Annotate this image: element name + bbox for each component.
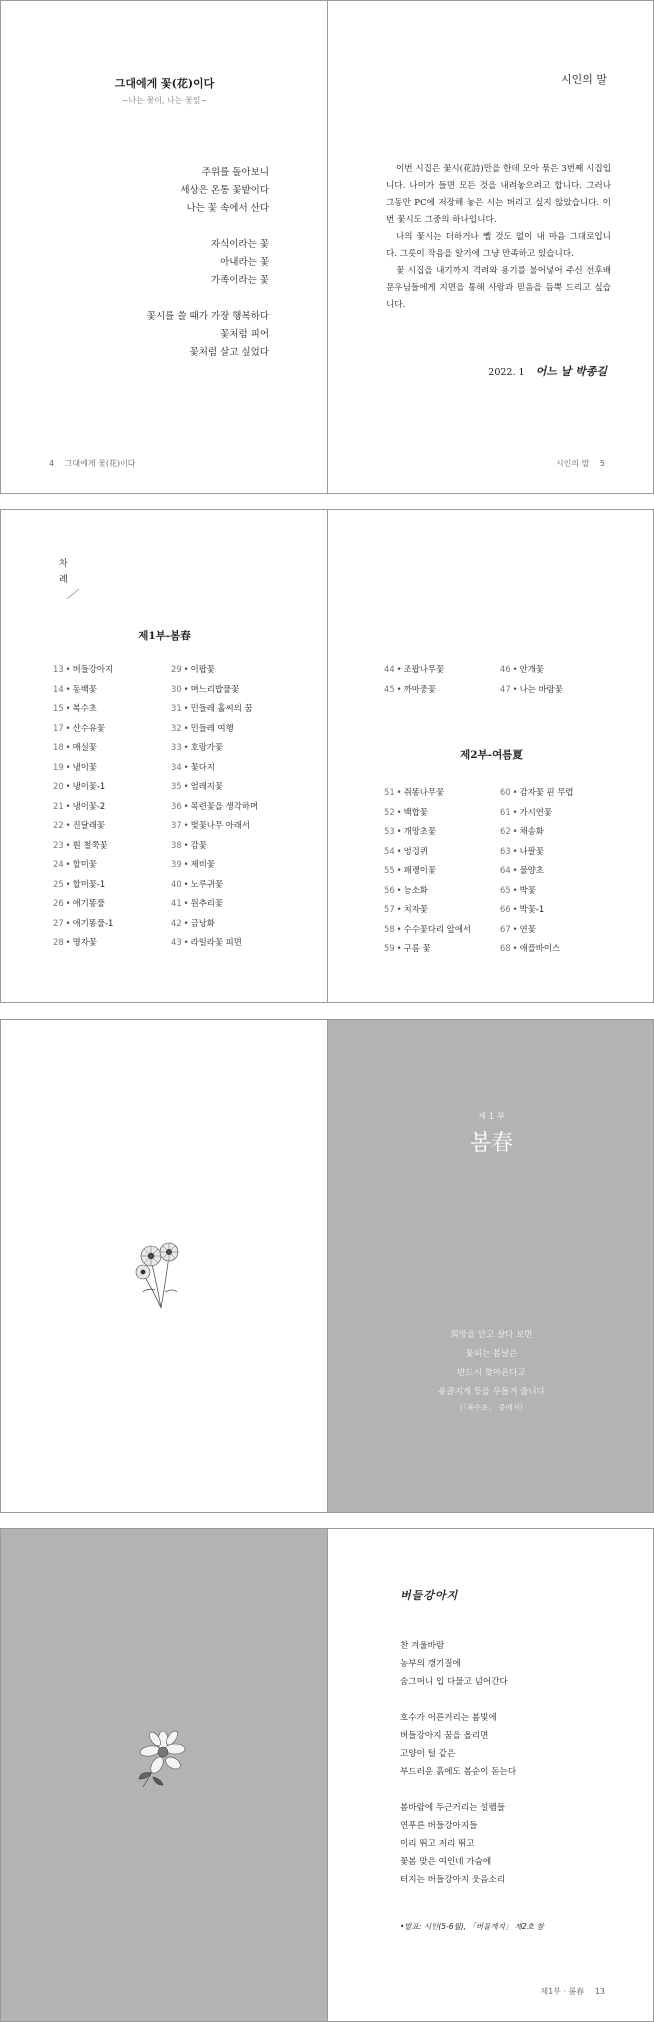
toc-page-number: 19 — [53, 761, 64, 772]
single-flower-icon — [133, 1727, 193, 1791]
toc-entry — [171, 933, 258, 953]
author-signature: 어느 날 박종길 — [535, 365, 607, 378]
toc-entry-title: 감꽃 — [190, 839, 207, 850]
spread-3 — [0, 1019, 654, 1513]
poem-title: 버들강아지 — [400, 1589, 459, 1602]
toc-entry-title: 며느리밥풀꽃 — [190, 683, 240, 694]
toc-separator: • — [183, 761, 189, 772]
poem-page-13 — [327, 1529, 653, 2021]
page-4 — [1, 1, 327, 493]
toc-page-number: 57 — [384, 904, 395, 914]
toc-separator: • — [396, 664, 402, 674]
poem-line: 꽃봄 맞은 여인네 가슴에 — [400, 1857, 492, 1867]
page-folio — [556, 458, 605, 469]
toc-entry-title: 연꽃 — [519, 923, 536, 934]
toc-separator: • — [512, 904, 518, 914]
toc-separator: • — [65, 781, 71, 791]
running-head: 제1부 · 봄春 — [540, 1987, 585, 1996]
toc-entry-title: 제비꽃 — [190, 859, 215, 869]
toc-entry — [53, 777, 113, 797]
illustration-page — [1, 1529, 327, 2021]
heading-slash — [65, 587, 81, 601]
toc-entry — [53, 914, 113, 934]
toc-separator: • — [183, 664, 189, 674]
toc-separator: • — [183, 683, 189, 694]
toc-page-number: 56 — [384, 884, 395, 895]
page-5 — [327, 1, 653, 493]
toc-entry-title: 애기똥풀 — [72, 898, 105, 908]
toc-page-number: 59 — [384, 943, 395, 953]
toc-page-number: 47 — [500, 683, 511, 694]
toc-column — [500, 783, 574, 959]
toc-entry — [53, 875, 113, 895]
toc-entry-title: 나는 바람꽃 — [519, 683, 563, 694]
toc-entry — [384, 939, 471, 959]
poem-line: 버들강아지 꿈을 올리면 — [400, 1731, 489, 1741]
toc-entry-title: 채송화 — [519, 826, 544, 836]
toc-page-number: 28 — [53, 937, 64, 947]
page-number: 5 — [599, 459, 605, 468]
toc-separator: • — [65, 937, 71, 947]
poem-line: 고양이 털 같은 — [400, 1749, 456, 1759]
toc-entry — [53, 797, 113, 817]
poem-line: 가족이라는 꽃 — [210, 275, 269, 286]
toc-page-number: 34 — [171, 761, 182, 772]
toc-page-number: 20 — [53, 781, 64, 791]
toc-entry — [500, 660, 563, 680]
toc-separator: • — [396, 923, 402, 934]
toc-separator: • — [512, 787, 518, 797]
page-folio — [49, 458, 136, 469]
toc-column — [53, 660, 113, 953]
toc-heading-char: 차 — [59, 559, 68, 569]
toc-entry-title: 안개꽃 — [519, 664, 544, 674]
toc-page-number: 37 — [171, 820, 182, 830]
toc-entry — [171, 816, 258, 836]
toc-entry — [500, 822, 574, 842]
toc-entry-title: 물양초 — [519, 865, 544, 875]
toc-page-number: 67 — [500, 923, 511, 934]
toc-page-number: 17 — [53, 722, 64, 733]
toc-entry-title: 개망초꽃 — [403, 826, 436, 836]
toc-entry — [384, 881, 471, 901]
toc-separator: • — [65, 761, 71, 772]
toc-separator: • — [65, 703, 71, 713]
toc-page-number: 62 — [500, 826, 511, 836]
chapter-opener-page — [327, 1020, 653, 1512]
toc-column — [384, 660, 444, 699]
toc-entry-title: 목련꽃을 생각하며 — [190, 800, 259, 811]
toc-entry-title: 이팝꽃 — [190, 664, 215, 674]
toc-entry-title: 호랑가꽃 — [190, 742, 223, 752]
toc-separator: • — [65, 820, 71, 830]
poem-line: 주위를 돌아보니 — [201, 167, 269, 178]
poem-line: 이리 뛰고 저리 뛰고 — [400, 1839, 475, 1849]
toc-separator: • — [183, 917, 189, 928]
book-subtitle: ~나는 꽃이, 나는 꽃잎~ — [121, 96, 208, 105]
toc-page-number: 41 — [171, 898, 182, 908]
toc-separator: • — [65, 722, 71, 733]
toc-page-number: 53 — [384, 826, 395, 836]
toc-entry — [53, 855, 113, 875]
toc-entry-title: 민들레 여행 — [190, 722, 234, 733]
toc-page-number: 23 — [53, 839, 64, 850]
toc-entry — [171, 894, 258, 914]
toc-entry-title: 동백꽃 — [72, 683, 97, 694]
toc-page-number: 45 — [384, 683, 395, 694]
toc-entry-title: 능소화 — [403, 884, 428, 895]
epigraph-source: (「복수초」 중에서) — [460, 1403, 523, 1412]
toc-entry-title: 냉이꽃 — [72, 761, 97, 772]
toc-page-number: 52 — [384, 806, 395, 817]
toc-separator: • — [512, 923, 518, 934]
toc-entry-title: 라일라꽃 피면 — [190, 937, 242, 947]
toc-entry — [171, 797, 258, 817]
toc-entry-title: 까마중꽃 — [403, 683, 436, 694]
toc-page-left — [1, 510, 327, 1002]
toc-entry-title: 수수꽃다리 앞에서 — [403, 923, 472, 934]
toc-entry-title: 패랭이꽃 — [403, 865, 436, 875]
toc-separator: • — [396, 787, 402, 797]
toc-entry-title: 치자꽃 — [403, 904, 428, 914]
part1-title: 제1부-봄春 — [138, 630, 191, 642]
toc-separator: • — [65, 742, 71, 752]
toc-heading-char: 례 — [59, 575, 68, 585]
toc-entry-title: 할미꽃 — [72, 859, 97, 869]
toc-page-number: 43 — [171, 937, 182, 947]
toc-separator: • — [183, 859, 189, 869]
toc-entry — [384, 660, 444, 680]
toc-page-number: 36 — [171, 800, 182, 811]
toc-page-number: 40 — [171, 878, 182, 889]
toc-entry — [171, 738, 258, 758]
poem-line: 자식이라는 꽃 — [210, 239, 269, 250]
toc-entry — [53, 699, 113, 719]
toc-page-number: 54 — [384, 845, 395, 856]
epigraph-line: 용골지게 등을 두들겨 줍니다 — [438, 1387, 545, 1397]
toc-separator: • — [65, 800, 71, 811]
toc-separator: • — [512, 806, 518, 817]
toc-entry — [384, 783, 471, 803]
toc-entry — [384, 822, 471, 842]
toc-entry-title: 박꽃-1 — [519, 904, 545, 914]
toc-entry-title: 할미꽃-1 — [72, 878, 106, 889]
running-head: 그대에게 꽃(花)이다 — [64, 459, 136, 468]
toc-page-number: 39 — [171, 859, 182, 869]
toc-entry — [171, 758, 258, 778]
poem-line: 꽃처럼 피어 — [220, 329, 269, 340]
preface-paragraph: 꽃 시집을 내기까지 격려와 용기를 불어넣어 주신 선후배 문우님들에게 지면을 통해 사랑과 믿음을 듬뿍 드리고 싶습니다. — [386, 266, 611, 310]
toc-entry-title: 조팝나무꽃 — [403, 664, 445, 674]
toc-entry — [53, 933, 113, 953]
toc-entry — [171, 680, 258, 700]
toc-separator: • — [396, 826, 402, 836]
toc-entry — [500, 920, 574, 940]
toc-entry — [384, 842, 471, 862]
toc-separator: • — [396, 865, 402, 875]
toc-entry-title: 진달래꽃 — [72, 820, 105, 830]
toc-entry — [171, 855, 258, 875]
toc-entry-title: 엉겅퀴 — [403, 845, 428, 856]
toc-entry — [53, 660, 113, 680]
chapter-number: 제 1 부 — [477, 1112, 506, 1122]
toc-page-number: 55 — [384, 865, 395, 875]
toc-page-number: 63 — [500, 845, 511, 856]
page-folio — [540, 1986, 605, 1997]
spread-2 — [0, 509, 654, 1003]
toc-page-number: 21 — [53, 800, 64, 811]
toc-page-number: 35 — [171, 781, 182, 791]
toc-separator: • — [65, 683, 71, 694]
poem-line: 아내라는 꽃 — [220, 257, 269, 268]
toc-separator: • — [396, 884, 402, 895]
toc-entry — [500, 939, 574, 959]
toc-entry — [53, 894, 113, 914]
toc-entry — [500, 881, 574, 901]
blank-illustration-page — [1, 1020, 327, 1512]
toc-entry-title: 휜 철쭉꽃 — [72, 839, 108, 850]
toc-entry — [500, 861, 574, 881]
toc-page-number: 66 — [500, 904, 511, 914]
poem-line: 연푸른 버들강아지들 — [400, 1821, 478, 1831]
toc-entry-title: 냉이꽃-2 — [72, 800, 106, 811]
toc-column — [171, 660, 258, 953]
toc-entry — [171, 719, 258, 739]
preface-paragraph: 이번 시집은 꽃시(花詩)만을 한데 모아 묶은 3번째 시집입니다. 나이가 들면 모든 것을 내려놓으려고 합니다. 그러나 그동안 PC에 저장해 놓은 시는 버리고 싶지 않았습니다. 이번 꽃시도 그중의 하나입니다. — [386, 164, 611, 225]
toc-separator: • — [183, 781, 189, 791]
poem-line: 봄바람에 두근거리는 설렘들 — [400, 1803, 506, 1813]
toc-entry-title: 꽃다지 — [190, 761, 215, 772]
toc-entry-title: 산수유꽃 — [72, 722, 105, 733]
toc-separator: • — [183, 878, 189, 889]
preface-paragraph: 나의 꽃시는 더하거나 뺄 것도 없이 내 마음 그대로입니다. 그릇이 작음을 알기에 그냥 만족하고 있습니다. — [386, 232, 611, 259]
poem-line: 농부의 갱기질에 — [400, 1659, 461, 1669]
toc-page-number: 18 — [53, 742, 64, 752]
toc-entry — [53, 680, 113, 700]
poem-line: 꽃시를 쓸 때가 가장 행복하다 — [146, 311, 269, 322]
toc-entry-title: 엄레지꽃 — [190, 781, 223, 791]
chapter-epigraph — [328, 1326, 654, 1413]
toc-entry — [53, 719, 113, 739]
toc-separator: • — [183, 820, 189, 830]
toc-entry — [53, 738, 113, 758]
poem-body — [400, 1637, 630, 1889]
toc-page-number: 22 — [53, 820, 64, 830]
poem-line: 부드러운 흙에도 봄순이 돋는다 — [400, 1767, 517, 1777]
toc-entry-title: 버들강아지 — [72, 664, 114, 674]
toc-entry — [53, 758, 113, 778]
preface-body — [386, 161, 611, 314]
toc-entry-title: 복수초 — [72, 703, 97, 713]
toc-separator: • — [512, 664, 518, 674]
toc-entry — [500, 783, 574, 803]
toc-entry-title: 애플바이스 — [519, 943, 561, 953]
toc-entry-title: 원추리꽃 — [190, 898, 223, 908]
toc-separator: • — [65, 859, 71, 869]
toc-entry — [171, 699, 258, 719]
toc-separator: • — [183, 800, 189, 811]
toc-entry-title: 벚꽃나무 아래서 — [190, 820, 250, 830]
toc-page-number: 29 — [171, 664, 182, 674]
poem-line: 세상은 온통 꽃밭이다 — [180, 185, 269, 196]
spread-4 — [0, 1528, 654, 2022]
toc-separator: • — [65, 664, 71, 674]
toc-column — [384, 783, 471, 959]
toc-page-number: 58 — [384, 923, 395, 934]
toc-page-number: 46 — [500, 664, 511, 674]
toc-entry — [384, 680, 444, 700]
spread-1 — [0, 0, 654, 494]
toc-page-number: 44 — [384, 664, 395, 674]
toc-separator: • — [183, 742, 189, 752]
part2-title: 제2부-여름夏 — [460, 749, 523, 761]
toc-entry — [500, 680, 563, 700]
page-number: 4 — [49, 459, 55, 468]
toc-separator: • — [65, 839, 71, 850]
toc-page-number: 26 — [53, 898, 64, 908]
toc-entry-title: 구름 꽃 — [403, 943, 431, 953]
toc-separator: • — [396, 943, 402, 953]
toc-page-number: 30 — [171, 683, 182, 694]
toc-page-number: 64 — [500, 865, 511, 875]
epigraph-line: 희망을 안고 살다 보면 — [450, 1330, 533, 1340]
toc-page-number: 65 — [500, 884, 511, 895]
toc-entry-title: 노루귀꽃 — [190, 878, 223, 889]
poem-line: 꽃처럼 살고 싶었다 — [189, 347, 269, 358]
preface-date: 2022. 1 — [488, 367, 525, 378]
toc-separator: • — [512, 683, 518, 694]
toc-entry — [53, 816, 113, 836]
toc-separator: • — [396, 683, 402, 694]
toc-entry — [500, 803, 574, 823]
toc-page-number: 14 — [53, 683, 64, 694]
toc-entry — [384, 861, 471, 881]
preface-title: 시인의 말 — [560, 73, 607, 86]
toc-entry — [171, 836, 258, 856]
signature-block — [488, 363, 607, 379]
poem-line: 숨그머니 입 다물고 넘어간다 — [400, 1677, 508, 1687]
toc-page-number: 38 — [171, 839, 182, 850]
toc-separator: • — [512, 845, 518, 856]
toc-separator: • — [183, 839, 189, 850]
toc-entry — [500, 900, 574, 920]
toc-entry — [384, 803, 471, 823]
toc-page-number: 24 — [53, 859, 64, 869]
book-title: 그대에게 꽃(花)이다 — [114, 77, 215, 90]
toc-separator: • — [183, 937, 189, 947]
running-head: 시인의 말 — [555, 459, 590, 468]
poem-line: 나는 꽃 속에서 산다 — [186, 203, 269, 214]
poem-line: 찬 겨울바람 — [400, 1641, 445, 1651]
toc-page-number: 51 — [384, 787, 395, 797]
toc-separator: • — [512, 943, 518, 953]
toc-entry-title: 명자꽃 — [72, 937, 97, 947]
toc-entry — [53, 836, 113, 856]
epigraph — [69, 164, 269, 362]
toc-entry-title: 쥐똥나무꽃 — [403, 787, 445, 797]
toc-page-right — [327, 510, 653, 1002]
toc-entry-title: 박꽃 — [519, 884, 536, 895]
toc-entry-title: 나팔꽃 — [519, 845, 544, 856]
poem-line: 터지는 버들강아지 웃음소리 — [400, 1875, 506, 1885]
toc-separator: • — [183, 898, 189, 908]
toc-page-number: 60 — [500, 787, 511, 797]
toc-page-number: 31 — [171, 703, 182, 713]
toc-page-number: 68 — [500, 943, 511, 953]
toc-separator: • — [65, 898, 71, 908]
toc-entry — [171, 777, 258, 797]
toc-separator: • — [512, 865, 518, 875]
epigraph-line: 반드시 찾아온다고 — [457, 1368, 526, 1378]
toc-entry-title: 감자꽃 핀 무렵 — [519, 787, 574, 797]
epigraph-line: 꽃피는 봄날은 — [465, 1349, 518, 1359]
page-number: 13 — [594, 1987, 605, 1996]
toc-page-number: 15 — [53, 703, 64, 713]
toc-page-number: 27 — [53, 917, 64, 928]
toc-page-number: 33 — [171, 742, 182, 752]
toc-entry-title: 애기똥풀-1 — [72, 917, 114, 928]
toc-entry-title: 가시연꽃 — [519, 806, 552, 817]
toc-separator: • — [396, 806, 402, 817]
toc-entry-title: 민들레 홀씨의 꿈 — [190, 703, 253, 713]
toc-entry — [500, 842, 574, 862]
toc-entry-title: 금낭화 — [190, 917, 215, 928]
toc-page-number: 32 — [171, 722, 182, 733]
toc-separator: • — [65, 878, 71, 889]
toc-column — [500, 660, 563, 699]
toc-separator: • — [512, 884, 518, 895]
toc-separator: • — [512, 826, 518, 836]
toc-entry-title: 매실꽃 — [72, 742, 97, 752]
daisy-bouquet-icon — [131, 1230, 191, 1310]
chapter-title: 봄春 — [469, 1131, 514, 1156]
toc-separator: • — [65, 917, 71, 928]
toc-page-number: 25 — [53, 878, 64, 889]
toc-page-number: 61 — [500, 806, 511, 817]
poem-line: 호수가 어른거리는 봄빛에 — [400, 1713, 497, 1723]
toc-separator: • — [183, 722, 189, 733]
toc-entry-title: 백합꽃 — [403, 806, 428, 817]
toc-entry — [171, 875, 258, 895]
toc-heading — [59, 556, 68, 588]
toc-entry — [171, 914, 258, 934]
toc-page-number: 13 — [53, 664, 64, 674]
toc-entry-title: 냉이꽃-1 — [72, 781, 106, 791]
toc-page-number: 42 — [171, 917, 182, 928]
toc-separator: • — [396, 904, 402, 914]
toc-separator: • — [396, 845, 402, 856]
toc-entry — [384, 920, 471, 940]
toc-separator: • — [183, 703, 189, 713]
toc-entry — [171, 660, 258, 680]
publication-note: •발표: 시인(5-6월), 「버들개지」 제2호 참 — [400, 1922, 544, 1931]
toc-entry — [384, 900, 471, 920]
